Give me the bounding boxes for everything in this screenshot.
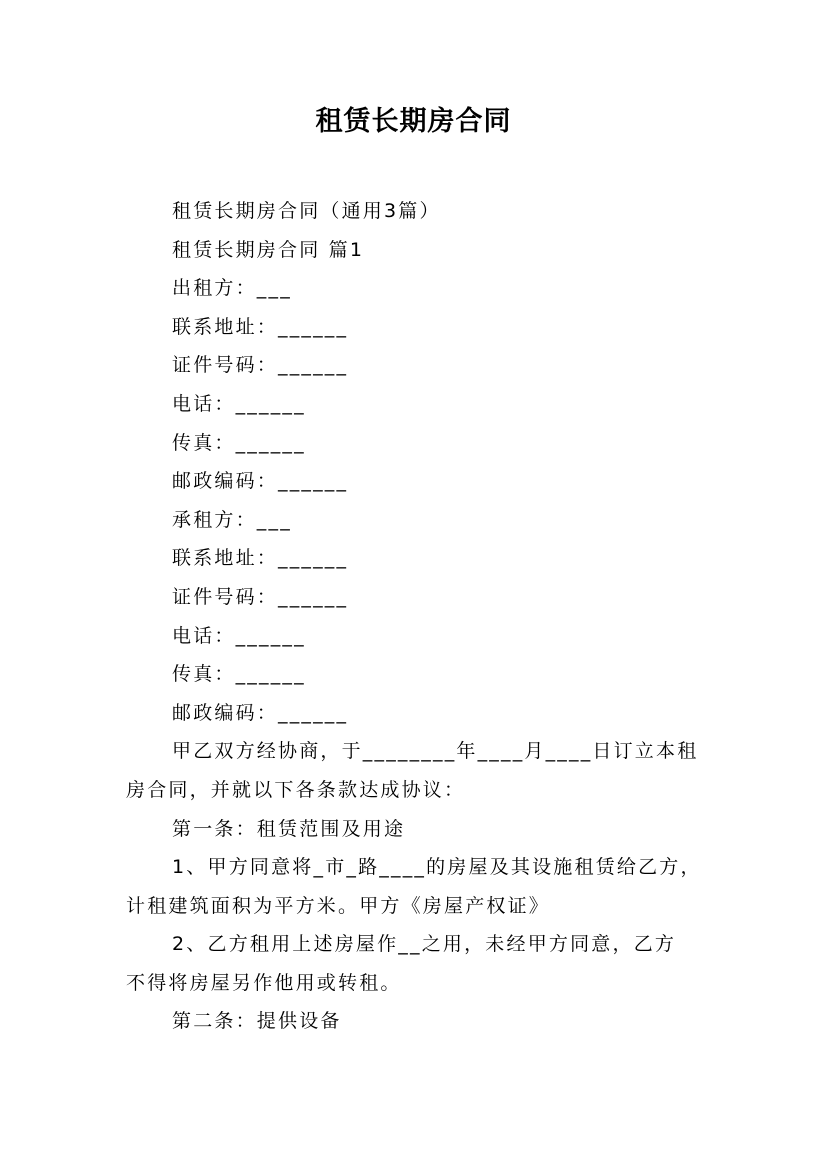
paragraph-line: 电话：______ [172,392,306,415]
paragraph-article-1-clause-2 [126,925,718,1002]
paragraph-line: 房合同，并就以下各条款达成协议： [126,778,466,801]
paragraph-lessee-postcode [126,694,718,733]
paragraph-line: 承租方：___ [172,508,292,531]
paragraph-line: 传真：______ [172,431,306,454]
paragraph-line: 联系地址：______ [172,315,349,338]
paragraph-line: 2、乙方租用上述房屋作__之用，未经甲方同意，乙方 [172,933,677,956]
paragraph-lessor-fax [126,424,718,463]
paragraph-article-1-heading [126,810,718,849]
paragraph-lessee [126,501,718,540]
paragraph-line: 传真：______ [172,663,306,686]
paragraph-line: 1、甲方同意将_市_路____的房屋及其设施租赁给乙方， [172,856,702,879]
paragraph-line: 邮政编码：______ [172,701,349,724]
paragraph-article-2-heading [126,1002,718,1041]
document-body [126,192,718,1041]
paragraph-subtitle [126,192,718,231]
paragraph-lessee-phone [126,617,718,656]
paragraph-line: 甲乙双方经协商，于________年____月____日订立本租 [172,740,699,763]
paragraph-article-1-clause-1 [126,848,718,925]
paragraph-lessee-address [126,539,718,578]
paragraph-lessor [126,269,718,308]
paragraph-line: 不得将房屋另作他用或转租。 [126,971,402,994]
paragraph-lessee-fax [126,655,718,694]
paragraph-line: 计租建筑面积为平方米。甲方《房屋产权证》 [126,894,551,917]
paragraph-lessee-id [126,578,718,617]
paragraph-line: 租赁长期房合同（通用3篇） [172,200,441,222]
paragraph-lessor-id [126,346,718,385]
paragraph-line: 租赁长期房合同 篇1 [172,238,365,261]
paragraph-line: 第二条：提供设备 [172,1010,342,1033]
paragraph-line: 证件号码：______ [172,585,349,608]
paragraph-line: 邮政编码：______ [172,470,349,493]
paragraph-line: 电话：______ [172,624,306,647]
paragraph-agreement [126,732,718,809]
paragraph-lessor-address [126,308,718,347]
paragraph-lessor-postcode [126,462,718,501]
document-title: 租赁长期房合同 [315,106,512,137]
paragraph-part-heading [126,231,718,270]
paragraph-lessor-phone [126,385,718,424]
paragraph-line: 出租方：___ [172,277,292,300]
paragraph-line: 联系地址：______ [172,547,349,570]
paragraph-line: 第一条：租赁范围及用途 [172,817,406,840]
paragraph-line: 证件号码：______ [172,354,349,377]
